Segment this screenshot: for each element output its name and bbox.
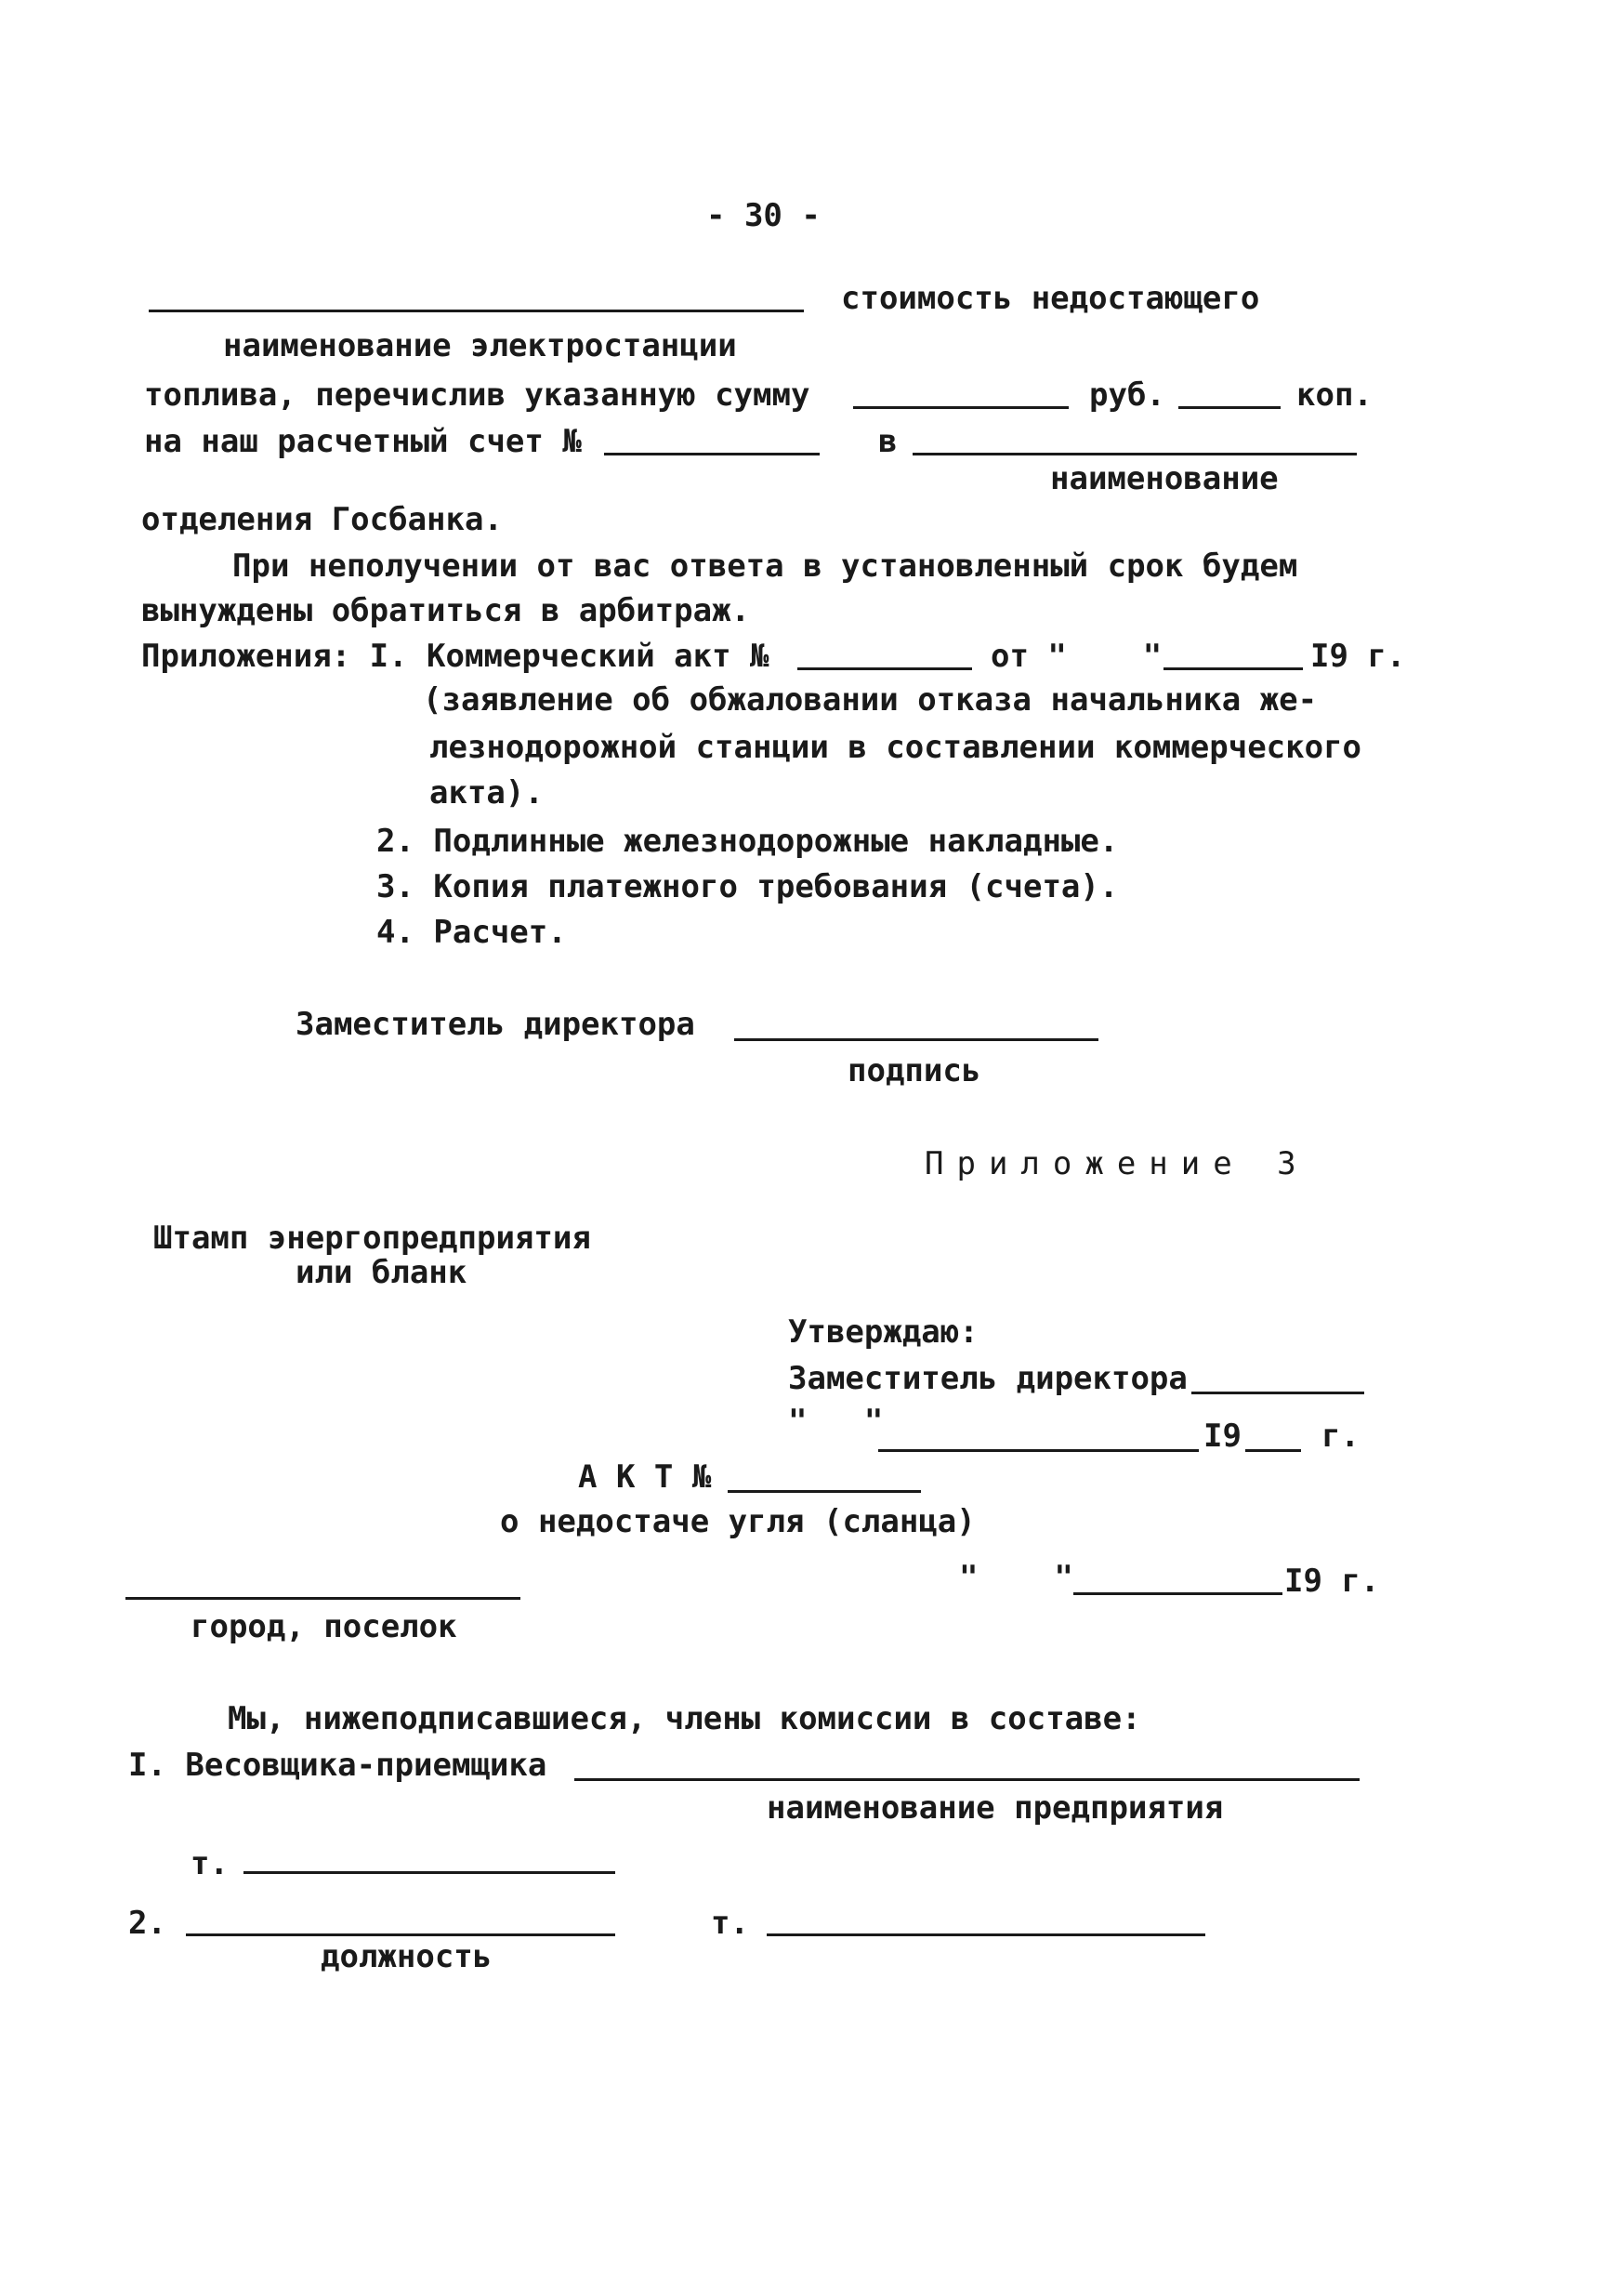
- t-blank-2: [767, 1933, 1205, 1936]
- appendix-title: Приложение 3: [925, 1145, 1309, 1182]
- approve-label: Утверждаю:: [788, 1313, 979, 1351]
- approve-date-blank: [878, 1449, 1199, 1452]
- act-number-blank: [797, 667, 972, 670]
- account-blank: [604, 453, 820, 455]
- rub-label: руб.: [1089, 376, 1165, 414]
- page-number: - 30 -: [706, 197, 821, 234]
- signature-blank: [734, 1038, 1098, 1041]
- attachment-3: 3. Копия платежного требования (счета).: [376, 868, 1119, 905]
- t-label-1: т.: [191, 1845, 229, 1882]
- attachment-1-line-3: лезнодорожной станции в составлении коммерческого: [429, 729, 1362, 766]
- from-label: от " ": [991, 638, 1163, 675]
- station-caption: наименование электростанции: [223, 327, 737, 364]
- in-label: в: [878, 423, 898, 460]
- members-text: Мы, нижеподписавшиеся, члены комиссии в составе:: [228, 1700, 1141, 1737]
- member-1-label: I. Весовщика-приемщика: [128, 1747, 547, 1784]
- act-date-blank-2: [1073, 1592, 1282, 1595]
- act-number-blank-2: [728, 1490, 921, 1493]
- attachments-label: Приложения: I. Коммерческий акт №: [141, 638, 769, 675]
- t-label-2: т.: [711, 1905, 749, 1942]
- station-name-blank: [149, 310, 804, 312]
- approve-g: г.: [1321, 1418, 1360, 1455]
- approve-deputy: Заместитель директора: [788, 1360, 1188, 1397]
- arbitration-line-2: вынуждены обратиться в арбитраж.: [141, 592, 751, 629]
- attachment-4: 4. Расчет.: [376, 914, 567, 951]
- stamp-line-1: Штамп энергопредприятия: [153, 1220, 591, 1257]
- bank-name-blank: [913, 453, 1357, 455]
- sum-blank: [853, 406, 1069, 409]
- position-blank: [186, 1933, 615, 1936]
- attachment-year: I9 г.: [1310, 638, 1406, 675]
- approve-year: I9: [1203, 1418, 1242, 1455]
- name-caption: наименование: [1050, 460, 1279, 497]
- stamp-line-2: или бланк: [296, 1254, 467, 1291]
- approve-quotes: " ": [788, 1403, 884, 1440]
- member-2-number: 2.: [128, 1905, 166, 1942]
- approve-year-blank: [1245, 1449, 1301, 1452]
- arbitration-line-1: При неполучении от вас ответа в установленный срок будем: [232, 548, 1298, 585]
- kop-blank: [1178, 406, 1281, 409]
- kop-label: коп.: [1296, 376, 1373, 414]
- act-date-blank: [1163, 667, 1303, 670]
- city-blank: [125, 1597, 520, 1600]
- t-blank-1: [243, 1871, 615, 1874]
- attachment-1-line-4: акта).: [429, 774, 544, 812]
- act-date-quotes: " ": [959, 1559, 1073, 1596]
- act-year: I9 г.: [1284, 1563, 1380, 1600]
- approve-signature-blank: [1191, 1392, 1364, 1394]
- account-text: на наш расчетный счет №: [144, 423, 582, 460]
- signature-caption: подпись: [848, 1052, 981, 1089]
- bank-text: отделения Госбанка.: [141, 501, 503, 538]
- fuel-text: топлива, перечислив указанную сумму: [144, 376, 810, 414]
- cost-text: стоимость недостающего: [841, 280, 1260, 317]
- member-1-blank: [574, 1778, 1360, 1781]
- attachment-2: 2. Подлинные железнодорожные накладные.: [376, 823, 1119, 860]
- attachment-1-line-2: (заявление об обжаловании отказа начальника же-: [423, 681, 1318, 719]
- position-caption: должность: [321, 1938, 493, 1975]
- deputy-label: Заместитель директора: [296, 1006, 695, 1043]
- act-title: А К Т №: [578, 1458, 712, 1496]
- enterprise-caption: наименование предприятия: [767, 1789, 1224, 1827]
- city-caption: город, поселок: [191, 1608, 457, 1645]
- act-subtitle: о недостаче угля (сланца): [500, 1503, 976, 1540]
